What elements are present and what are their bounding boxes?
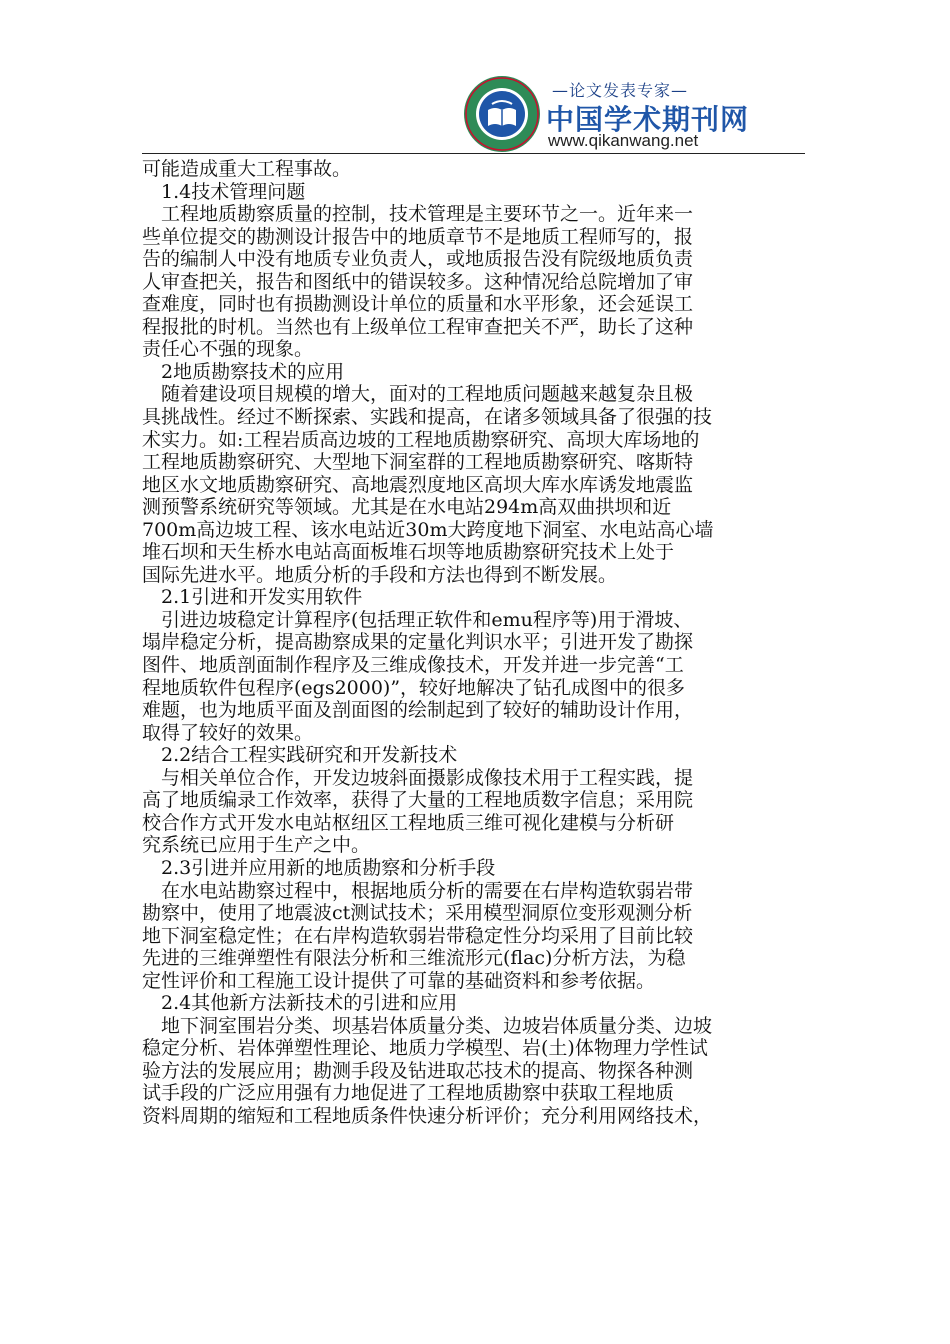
text-line: 2.2结合工程实践研究和开发新技术: [142, 744, 458, 767]
text-line: 责任心不强的现象。: [142, 338, 314, 361]
page-header: [0, 0, 950, 160]
text-line: 查难度，同时也有损勘测设计单位的质量和水平形象，还会延误工: [142, 293, 694, 316]
text-line: 图件、地质剖面制作程序及三维成像技术，开发并进一步完善“工: [142, 654, 684, 677]
text-line: 告的编制人中没有地质专业负责人，或地质报告没有院级地质负责: [142, 248, 694, 271]
text-line: 术实力。如:工程岩质高边坡的工程地质勘察研究、高坝大库场地的: [142, 428, 700, 451]
text-line: 难题，也为地质平面及剖面图的绘制起到了较好的辅助设计作用，: [142, 699, 694, 722]
text-line: 验方法的发展应用；勘测手段及钻进取芯技术的提高、物探各种测: [142, 1059, 694, 1082]
text-line: 资料周期的缩短和工程地质条件快速分析评价；充分利用网络技术，: [142, 1104, 713, 1127]
text-line: 程报批的时机。当然也有上级单位工程审查把关不严，助长了这种: [142, 315, 694, 338]
seal-emblem-icon: [462, 74, 542, 154]
text-line: 地下洞室稳定性；在右岸构造软弱岩带稳定性分均采用了目前比较: [142, 924, 694, 947]
text-line: 2.3引进并应用新的地质勘察和分析手段: [142, 856, 496, 879]
text-line: 具挑战性。经过不断探索、实践和提高，在诸多领域具备了很强的技: [142, 406, 713, 429]
text-line: 2.4其他新方法新技术的引进和应用: [142, 992, 458, 1015]
text-line: 取得了较好的效果。: [142, 721, 314, 744]
text-line: 程地质软件包程序(egs2000)”，较好地解决了钻孔成图中的很多: [142, 676, 686, 699]
text-line: 700m高边坡工程、该水电站近30m大跨度地下洞室、水电站高心墙: [142, 518, 714, 541]
brand-name: 中国学术期刊网: [546, 103, 750, 136]
text-line: 些单位提交的勘测设计报告中的地质章节不是地质工程师写的，报: [142, 225, 694, 248]
text-line: 国际先进水平。地质分析的手段和方法也得到不断发展。: [142, 563, 618, 586]
text-line: 可能造成重大工程事故。: [142, 158, 352, 180]
text-line: 勘察中，使用了地震波ct测试技术；采用模型洞原位变形观测分析: [142, 902, 693, 925]
text-line: 与相关单位合作，开发边坡斜面摄影成像技术用于工程实践，提: [142, 766, 694, 789]
text-line: 随着建设项目规模的增大，面对的工程地质问题越来越复杂且极: [142, 383, 694, 406]
header-divider: [142, 153, 805, 154]
text-line: 先进的三维弹塑性有限法分析和三维流形元(flac)分析方法，为稳: [142, 947, 686, 970]
brand-tagline: —论文发表专家—: [552, 81, 689, 100]
text-line: 校合作方式开发水电站枢纽区工程地质三维可视化建模与分析研: [142, 811, 675, 834]
text-line: 工程地质勘察研究、大型地下洞室群的工程地质勘察研究、喀斯特: [142, 451, 694, 474]
text-line: 人审查把关，报告和图纸中的错误较多。这种情况给总院增加了审: [142, 270, 694, 293]
text-line: 定性评价和工程施工设计提供了可靠的基础资料和参考依据。: [142, 969, 656, 992]
brand-url[interactable]: www.qikanwang.net: [548, 131, 699, 150]
text-line: 究系统已应用于生产之中。: [142, 834, 371, 857]
text-line: 引进边坡稳定计算程序(包括理正软件和emu程序等)用于滑坡、: [142, 608, 693, 631]
text-line: 堆石坝和天生桥水电站高面板堆石坝等地质勘察研究技术上处于: [142, 541, 675, 564]
text-line: 稳定分析、岩体弹塑性理论、地质力学模型、岩(土)体物理力学性试: [142, 1037, 708, 1060]
text-line: 试手段的广泛应用强有力地促进了工程地质勘察中获取工程地质: [142, 1082, 675, 1105]
text-line: 地区水文地质勘察研究、高地震烈度地区高坝大库水库诱发地震监: [142, 473, 694, 496]
text-line: 2地质勘察技术的应用: [142, 360, 345, 383]
qikanwang-logo[interactable]: [462, 74, 792, 154]
text-line: 工程地质勘察质量的控制，技术管理是主要环节之一。近年来一: [142, 203, 694, 226]
text-line: 塌岸稳定分析，提高勘察成果的定量化判识水平；引进开发了勘探: [142, 631, 694, 654]
text-line: 在水电站勘察过程中，根据地质分析的需要在右岸构造软弱岩带: [142, 879, 694, 902]
text-line: 高了地质编录工作效率，获得了大量的工程地质数字信息；采用院: [142, 789, 694, 812]
text-line: 2.1引进和开发实用软件: [142, 586, 363, 609]
text-line: 1.4技术管理问题: [142, 180, 306, 203]
article-body: [142, 158, 812, 1128]
text-line: 测预警系统研究等领域。尤其是在水电站294m高双曲拱坝和近: [142, 496, 672, 519]
text-line: 地下洞室围岩分类、坝基岩体质量分类、边坡岩体质量分类、边坡: [142, 1014, 713, 1037]
